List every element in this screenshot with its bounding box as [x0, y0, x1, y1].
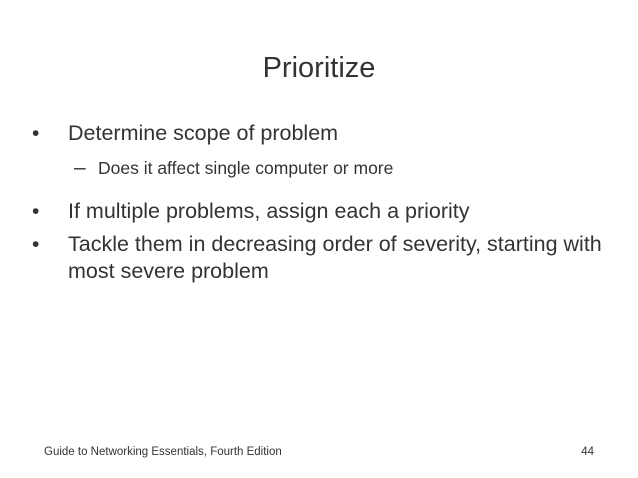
dash-marker-icon: – — [74, 156, 86, 179]
bullet-marker-icon: • — [32, 122, 40, 145]
bullet-text: Tackle them in decreasing order of severity, starting with most severe problem — [68, 232, 602, 283]
sub-bullet-text: Does it affect single computer or more — [98, 158, 394, 178]
footer-book-title: Guide to Networking Essentials, Fourth Edition — [44, 446, 282, 458]
bullet-text: If multiple problems, assign each a priority — [68, 199, 470, 223]
bullet-text: Determine scope of problem — [68, 121, 339, 145]
bullet-marker-icon: • — [32, 200, 40, 223]
slide-title: Prioritize — [262, 52, 376, 84]
bullet-marker-icon: • — [32, 233, 40, 256]
footer-page-number: 44 — [581, 446, 594, 458]
